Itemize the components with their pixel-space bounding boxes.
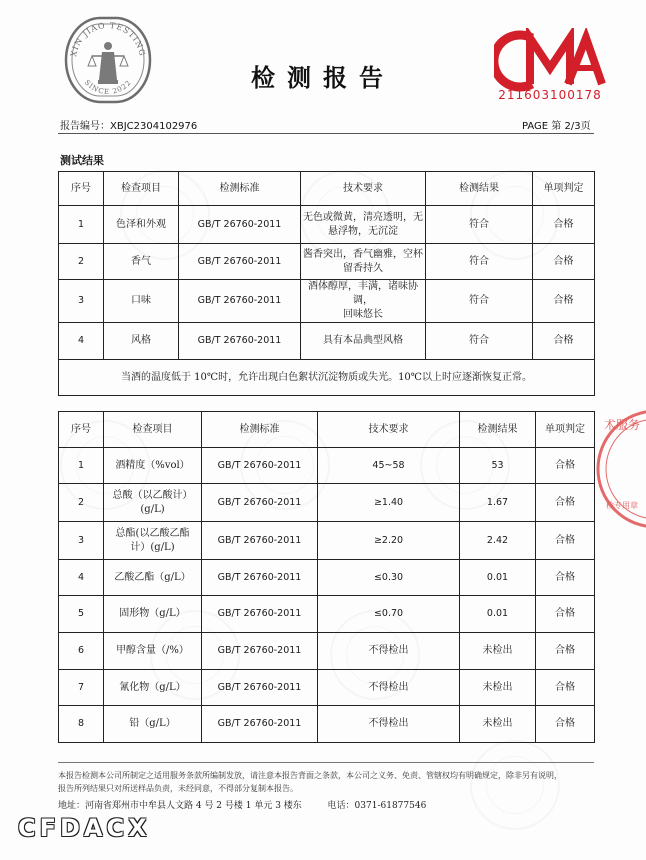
cell-standard: GB/T 26760-2011 <box>202 633 318 670</box>
requirement-line: 酱香突出，香气幽雅，空杯 <box>303 248 423 260</box>
cell-result: 1.67 <box>460 484 536 522</box>
cell-verdict: 合格 <box>536 706 595 743</box>
cell-item: 香气 <box>104 244 179 280</box>
cell-standard: GB/T 26760-2011 <box>179 244 301 280</box>
cell-item: 固形物（g/L） <box>104 596 202 633</box>
cell-result: 2.42 <box>460 522 536 560</box>
cell-verdict: 合格 <box>533 206 595 244</box>
cell-item: 风格 <box>104 323 179 360</box>
cell-verdict: 合格 <box>533 323 595 360</box>
cell-verdict: 合格 <box>536 484 595 522</box>
table-header-row <box>59 412 595 448</box>
report-number <box>60 117 197 132</box>
report-title: 检测报告 <box>251 63 395 92</box>
cell-no: 4 <box>59 323 104 360</box>
cell-requirement: 不得检出 <box>318 633 460 670</box>
table-header-row <box>59 172 595 206</box>
cell-no: 1 <box>59 206 104 244</box>
cell-no: 4 <box>59 560 104 596</box>
cell-verdict: 合格 <box>536 670 595 706</box>
requirement-line: 悬浮物，无沉淀 <box>328 225 398 237</box>
header-divider <box>58 133 594 134</box>
column-header: 序号 <box>59 172 104 206</box>
cell-item: 酒精度（%vol） <box>104 448 202 484</box>
footer-divider <box>58 762 594 763</box>
item-line: 总酸（以乙酸计） <box>112 489 193 501</box>
cell-standard: GB/T 26760-2011 <box>202 596 318 633</box>
requirement-line: 无色或微黄，清亮透明，无 <box>303 211 423 223</box>
cell-requirement: ≥1.40 <box>318 484 460 522</box>
cell-item: 铅（g/L） <box>104 706 202 743</box>
column-header: 技术要求 <box>301 172 426 206</box>
phone-text: 电话：0371-61877546 <box>327 801 427 811</box>
table-row <box>59 522 595 560</box>
cell-no: 2 <box>59 484 104 522</box>
table-row <box>59 206 595 244</box>
cell-no: 8 <box>59 706 104 743</box>
cell-verdict: 合格 <box>533 280 595 323</box>
column-header: 单项判定 <box>533 172 595 206</box>
column-header: 检测标准 <box>202 412 318 448</box>
cell-standard: GB/T 26760-2011 <box>202 670 318 706</box>
logo-ring-top-text: XIN JIAO TESTING <box>69 20 147 58</box>
cell-requirement: ≥2.20 <box>318 522 460 560</box>
sensory-results-table <box>58 171 595 396</box>
cell-result: 0.01 <box>460 596 536 633</box>
address-text: 地址：河南省郑州市中牟县人文路 4 号 2 号楼 1 单元 3 楼东 <box>58 801 302 811</box>
cell-item: 氰化物（g/L） <box>104 670 202 706</box>
column-header: 检查项目 <box>104 412 202 448</box>
cell-result: 未检出 <box>460 670 536 706</box>
disclaimer-line: 报告所列结果只对所送样品负责，未经同意，不得部分复制本报告。 <box>58 784 298 793</box>
footer-disclaimer <box>58 769 598 795</box>
cell-requirement <box>301 280 426 323</box>
cell-standard: GB/T 26760-2011 <box>202 706 318 743</box>
requirement-line: 酒体醇厚，丰满，诸味协调， <box>308 281 418 306</box>
table-row <box>59 323 595 360</box>
table-row <box>59 448 595 484</box>
report-number-value: XBJC2304102976 <box>110 121 198 132</box>
table-row <box>59 280 595 323</box>
cell-verdict: 合格 <box>536 596 595 633</box>
cell-result: 符合 <box>426 280 533 323</box>
cell-standard: GB/T 26760-2011 <box>202 560 318 596</box>
cell-standard: GB/T 26760-2011 <box>179 206 301 244</box>
requirement-line: 留香持久 <box>343 262 383 274</box>
item-line: 计）(g/L) <box>130 541 175 553</box>
cell-no: 7 <box>59 670 104 706</box>
stamp-text: 术服务 <box>604 418 641 432</box>
item-line: 总酯(以乙酸乙酯 <box>115 527 190 539</box>
disclaimer-line: 本报告检测本公司所制定之适用服务条款所编制发放，请注意本报告背面之条款，本公司之义务、免责、管辖权均有明确规定，除非另有说明， <box>58 771 562 780</box>
cell-verdict: 合格 <box>536 633 595 670</box>
cell-no: 6 <box>59 633 104 670</box>
cell-no: 3 <box>59 280 104 323</box>
cell-verdict: 合格 <box>536 522 595 560</box>
footer-contact <box>58 798 426 811</box>
cell-requirement: ≤0.30 <box>318 560 460 596</box>
table-row <box>59 560 595 596</box>
temperature-note: 当酒的温度低于 10℃时，允许出现白色絮状沉淀物质或失光。10℃以上时应逐渐恢复正常。 <box>59 360 595 396</box>
cell-result: 0.01 <box>460 560 536 596</box>
cell-requirement <box>301 206 426 244</box>
physicochemical-results-table <box>58 411 595 743</box>
cell-no: 3 <box>59 522 104 560</box>
column-header: 技术要求 <box>318 412 460 448</box>
cell-no: 5 <box>59 596 104 633</box>
cell-no: 1 <box>59 448 104 484</box>
cell-item <box>104 484 202 522</box>
cma-number: 211603100178 <box>498 88 602 102</box>
cell-verdict: 合格 <box>536 560 595 596</box>
table-row <box>59 633 595 670</box>
cfdacx-watermark: CFDACX <box>18 814 151 842</box>
report-number-label: 报告编号： <box>60 121 110 132</box>
cell-standard: GB/T 26760-2011 <box>202 448 318 484</box>
cell-item: 乙酸乙酯（g/L） <box>104 560 202 596</box>
cell-requirement: 不得检出 <box>318 706 460 743</box>
cell-standard: GB/T 26760-2011 <box>179 280 301 323</box>
requirement-line: 回味悠长 <box>343 309 383 320</box>
page-indicator: PAGE 第 2/3页 <box>522 121 591 132</box>
cell-verdict: 合格 <box>533 244 595 280</box>
cell-item <box>104 522 202 560</box>
cell-result: 符合 <box>426 206 533 244</box>
cell-item: 色泽和外观 <box>104 206 179 244</box>
cell-requirement: 具有本品典型风格 <box>301 323 426 360</box>
cell-requirement <box>301 244 426 280</box>
table-row <box>59 706 595 743</box>
cell-standard: GB/T 26760-2011 <box>202 522 318 560</box>
section-title: 测试结果 <box>60 154 104 167</box>
table-row <box>59 244 595 280</box>
column-header: 检查项目 <box>104 172 179 206</box>
column-header: 检测标准 <box>179 172 301 206</box>
column-header: 检测结果 <box>460 412 536 448</box>
table-row <box>59 484 595 522</box>
cell-result: 符合 <box>426 244 533 280</box>
stamp-small-text: 检专用章 <box>606 501 638 510</box>
cell-result: 53 <box>460 448 536 484</box>
cell-item: 口味 <box>104 280 179 323</box>
note-row <box>59 360 595 396</box>
cell-requirement: 45~58 <box>318 448 460 484</box>
table-row <box>59 670 595 706</box>
cell-result: 未检出 <box>460 706 536 743</box>
cell-result: 未检出 <box>460 633 536 670</box>
cell-verdict: 合格 <box>536 448 595 484</box>
cell-result: 符合 <box>426 323 533 360</box>
cell-item: 甲醇含量（/%） <box>104 633 202 670</box>
table-row <box>59 596 595 633</box>
logo-ring-bottom-text: SINCE 2022 <box>82 78 134 97</box>
item-line: (g/L) <box>140 503 165 515</box>
column-header: 检测结果 <box>426 172 533 206</box>
cell-requirement: 不得检出 <box>318 670 460 706</box>
column-header: 单项判定 <box>536 412 595 448</box>
cell-requirement: ≤0.70 <box>318 596 460 633</box>
column-header: 序号 <box>59 412 104 448</box>
cell-standard: GB/T 26760-2011 <box>179 323 301 360</box>
cell-no: 2 <box>59 244 104 280</box>
cell-standard: GB/T 26760-2011 <box>202 484 318 522</box>
